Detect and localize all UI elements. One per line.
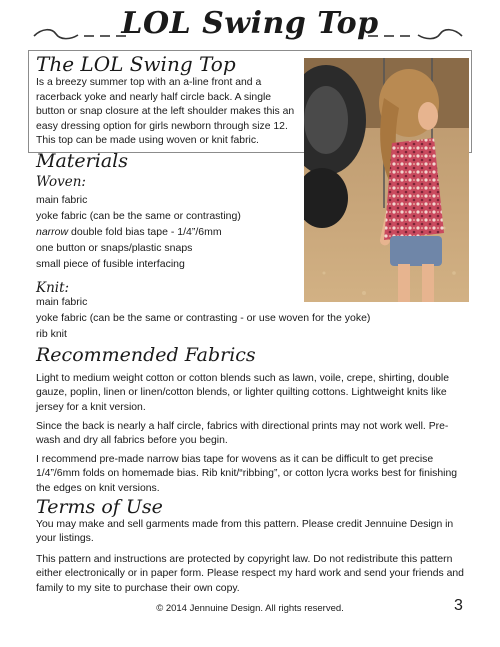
title-swirl-left-icon <box>30 27 135 43</box>
recommended-paragraph-3: I recommend pre-made narrow bias tape for wovens as it can be difficult to get precise 1/4”/6mm folds on homemade bias. Rib knit/“ribbing”, or cotton lycra works best for finishing the edges on knit versions. <box>36 454 457 494</box>
recommended-paragraph-2: Since the back is nearly a half circle, fabrics with directional prints may not work well. Pre-wash and dry all fabrics before you begin. <box>36 421 449 447</box>
list-item: one button or snaps/plastic snaps <box>36 242 193 254</box>
list-item: main fabric <box>36 296 88 308</box>
list-item: narrow double fold bias tape - 1/4”/6mm <box>36 226 222 238</box>
intro-text: Is a breezy summer top with an a-line front and a racerback yoke and nearly half circle back. A single button or snap closure at the left shoulder makes this an easy dressing option for girls newborn through size 12. This top can be made using woven or knit fabric. <box>36 77 295 146</box>
list-item: yoke fabric (can be the same or contrasting) <box>36 210 241 222</box>
recommended-heading: Recommended Fabrics <box>36 344 256 366</box>
knit-list <box>36 294 370 342</box>
intro-heading: The LOL Swing Top <box>36 52 236 76</box>
woven-list <box>36 192 241 272</box>
copyright-footer: © 2014 Jennuine Design. All rights reserved. <box>156 603 344 614</box>
terms-paragraph-2: This pattern and instructions are protected by copyright law. Do not redistribute this pattern either electronically or in paper form. Please respect my hard work and send your friends and family to my site to purchase their own copy. <box>36 554 464 594</box>
list-item: small piece of fusible interfacing <box>36 258 185 270</box>
recommended-paragraph-1: Light to medium weight cotton or cotton blends such as lawn, voile, crepe, shirting, double gauze, poplin, linen or linen/cotton blends, or lighter quilting cottons. Lightweight knits like jersey for a knit version. <box>36 373 449 413</box>
list-item: rib knit <box>36 328 67 340</box>
list-item: main fabric <box>36 194 88 206</box>
knit-label: Knit: <box>36 280 70 296</box>
materials-heading: Materials <box>36 150 128 172</box>
page-title: LOL Swing Top <box>121 6 379 41</box>
terms-heading: Terms of Use <box>36 496 163 518</box>
terms-paragraph-1: You may make and sell garments made from this pattern. Please credit Jennuine Design in your listings. <box>36 519 454 545</box>
photo-girl-in-swing-top <box>304 58 469 302</box>
woven-label: Woven: <box>36 174 86 190</box>
page-number: 3 <box>454 597 463 614</box>
title-swirl-right-icon <box>362 27 467 43</box>
list-item: yoke fabric (can be the same or contrasting - or use woven for the yoke) <box>36 312 371 324</box>
